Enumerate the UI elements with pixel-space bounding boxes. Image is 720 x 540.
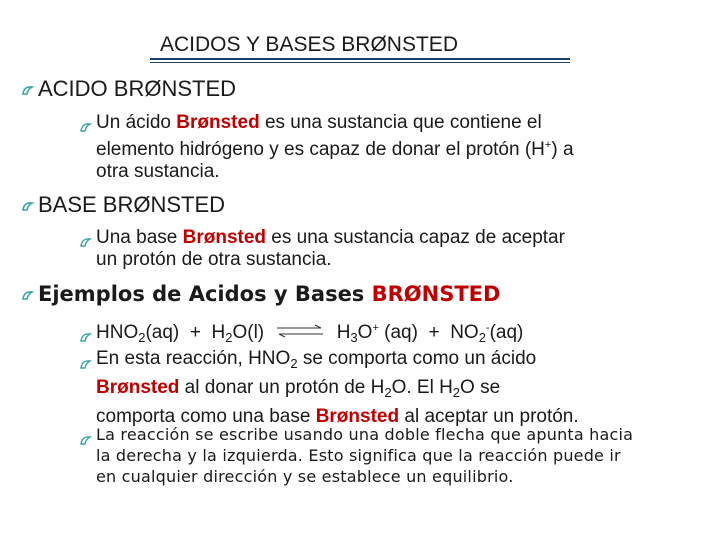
- heading-ejemplos: [22, 282, 500, 306]
- plus-sign: +: [428, 322, 440, 343]
- base-line2: un protón de otra sustancia.: [96, 249, 332, 270]
- subscript: 2: [384, 385, 392, 400]
- text-fragment: NO: [450, 322, 479, 343]
- text-fragment: Una base: [96, 227, 183, 248]
- curl-bullet-icon: [80, 353, 92, 365]
- text-fragment: O: [357, 322, 373, 343]
- heading-base-text: BASE BRØNSTED: [38, 192, 226, 217]
- base-definition: [80, 227, 700, 271]
- term-bronsted: Brønsted: [96, 377, 180, 398]
- heading-acido-text: ACIDO BRØNSTED: [38, 76, 237, 101]
- superscript: -: [485, 322, 490, 334]
- subscript: 2: [138, 330, 146, 345]
- acido-line3: otra sustancia.: [96, 161, 220, 182]
- text-fragment: es una sustancia capaz de aceptar: [266, 227, 565, 248]
- note-line3: en cualquier dirección y se establece un equilibrio.: [96, 467, 514, 486]
- term-bronsted: Brønsted: [176, 112, 260, 133]
- text-fragment: H: [336, 322, 351, 343]
- acido-line2: [80, 134, 700, 161]
- note-line1: La reacción se escribe usando una doble flecha que apunta hacia: [96, 425, 634, 444]
- equilibrium-arrows-icon: [275, 322, 325, 344]
- text-fragment: comporta como una base: [96, 406, 316, 427]
- text-fragment: (aq): [489, 322, 524, 343]
- acido-definition: [80, 112, 700, 183]
- text-fragment: En esta reacción, HNO: [96, 348, 291, 369]
- heading-red-bronsted: BRØNSTED: [371, 282, 501, 306]
- subscript: 2: [290, 356, 298, 371]
- subscript: 2: [452, 385, 461, 400]
- explanation: [80, 347, 700, 429]
- title-underline: [150, 58, 570, 60]
- plus-sign: +: [189, 322, 201, 343]
- curl-bullet-icon: [80, 327, 92, 339]
- curl-bullet-icon: [80, 117, 92, 129]
- text-fragment: Ejemplos de Acidos y Bases: [38, 282, 372, 306]
- curl-bullet-icon: [80, 232, 92, 244]
- text-fragment: es una sustancia que contiene el: [259, 112, 542, 133]
- note: [80, 424, 700, 487]
- curl-bullet-icon: [80, 430, 92, 442]
- text-fragment: (aq): [145, 322, 180, 343]
- subscript: 2: [478, 330, 486, 345]
- note-line2: la derecha y la izquierda. Esto significa que la reacción puede ir: [96, 446, 621, 465]
- subscript: 2: [225, 330, 233, 345]
- text-fragment: (aq): [378, 322, 418, 343]
- text-fragment: O. El H: [391, 377, 453, 398]
- slide-title: ACIDOS Y BASES BRØNSTED: [160, 33, 458, 56]
- text-fragment: al donar un protón de H: [179, 377, 385, 398]
- text-fragment: HNO: [96, 322, 139, 343]
- superscript: +: [372, 322, 379, 334]
- text-fragment: O se: [460, 377, 501, 398]
- explanation-line2: [80, 376, 700, 405]
- text-fragment: H: [211, 322, 226, 343]
- text-fragment: se comporta como un ácido: [297, 348, 537, 369]
- text-fragment: O(l): [232, 322, 265, 343]
- text-fragment: al aceptar un protón.: [399, 406, 579, 427]
- title-underline-thin: [150, 62, 570, 63]
- text-fragment: elemento hidrógeno y es capaz de donar el protón (H: [96, 139, 545, 160]
- curl-bullet-icon: [22, 84, 34, 96]
- curl-bullet-icon: [22, 289, 34, 301]
- equation-line: [80, 317, 700, 349]
- term-bronsted: Brønsted: [182, 227, 267, 248]
- text-fragment: Un ácido: [96, 112, 177, 133]
- heading-base: [22, 192, 225, 218]
- superscript: +: [544, 139, 552, 151]
- heading-acido: [22, 76, 236, 102]
- curl-bullet-icon: [22, 200, 34, 212]
- text-fragment: ) a: [551, 139, 574, 160]
- subscript: 3: [350, 330, 358, 345]
- term-bronsted: Brønsted: [315, 406, 400, 427]
